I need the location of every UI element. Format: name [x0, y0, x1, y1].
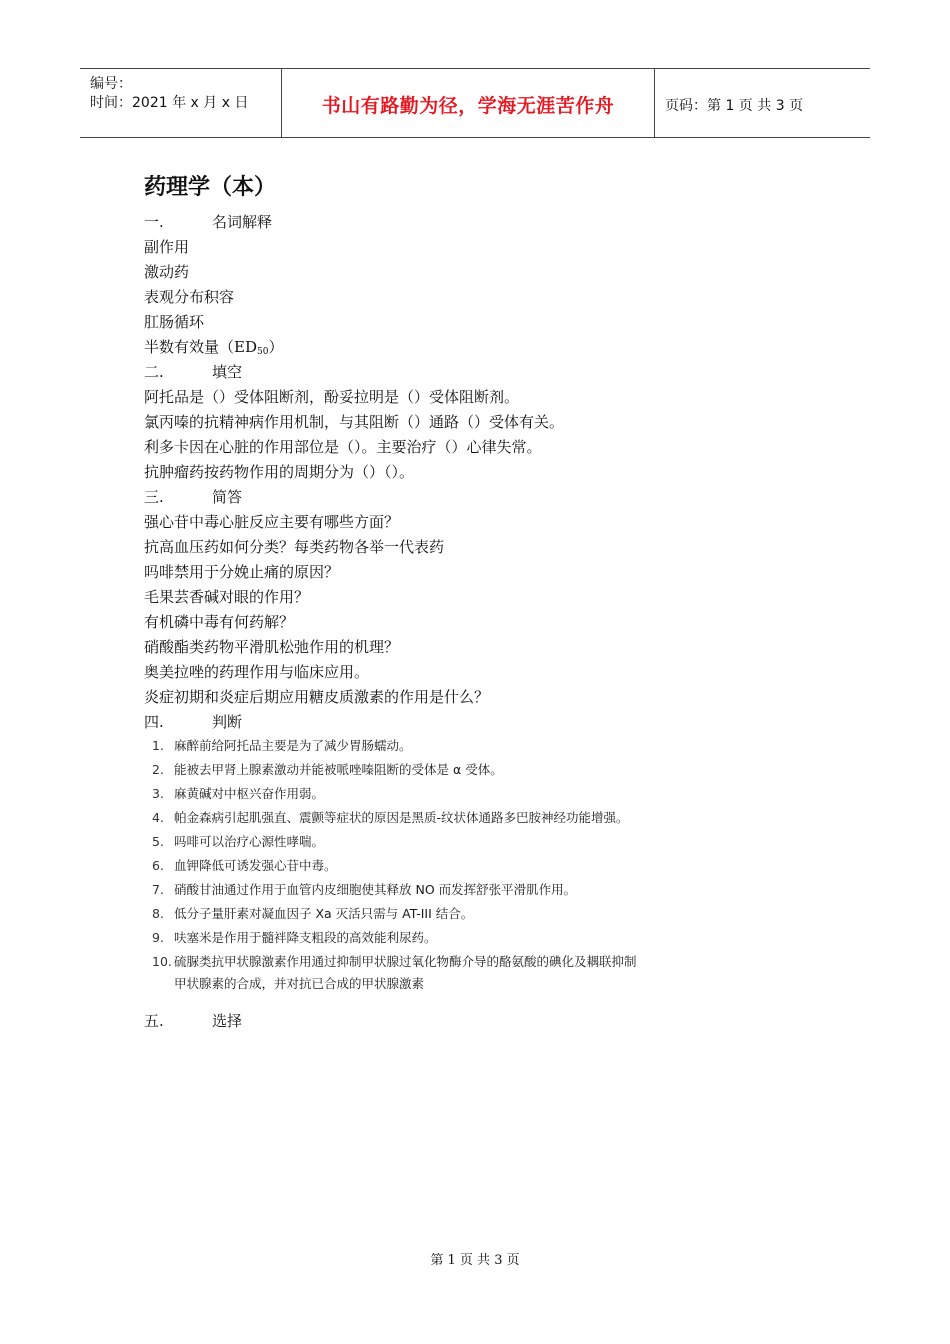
section-title: 判断 [212, 713, 243, 731]
list-item: 激动药 [144, 263, 190, 281]
header-motto-cell [282, 69, 655, 137]
section-title: 名词解释 [212, 213, 273, 231]
judgment-item: 9. 呋塞米是作用于髓袢降支粗段的高效能利尿药。 [152, 930, 437, 945]
doc-number-label: 编号： [90, 76, 132, 92]
section-number: 三. [144, 488, 164, 506]
judgment-item: 10. 硫脲类抗甲状腺激素作用通过抑制甲状腺过氧化物酶介导的酪氨酸的碘化及耦联抑制 [152, 954, 637, 969]
judgment-item: 5. 吗啡可以治疗心源性哮喘。 [152, 834, 325, 849]
section-heading [144, 486, 242, 507]
list-item: 强心苷中毒心脏反应主要有哪些方面？ [144, 513, 400, 531]
list-item [144, 336, 283, 357]
header-page-cell [655, 69, 870, 137]
ed-subscript: 50 [256, 347, 269, 357]
list-item: 有机磷中毒有何药解？ [144, 613, 295, 631]
header-meta-cell [80, 69, 282, 137]
header-page-label: 页码：第 1 页 共 3 页 [665, 98, 804, 114]
list-item: 利多卡因在心脏的作用部位是（）。主要治疗（）心律失常。 [144, 438, 542, 456]
section-number: 二. [144, 363, 164, 381]
list-item: 硝酸酯类药物平滑肌松弛作用的机理？ [144, 638, 400, 656]
judgment-item-continuation: 甲状腺素的合成，并对抗已合成的甲状腺激素 [174, 976, 425, 991]
list-item: 抗肿瘤药按药物作用的周期分为（）（）。 [144, 463, 415, 481]
section-heading [144, 711, 242, 732]
list-item: 奥美拉唑的药理作用与临床应用。 [144, 663, 370, 681]
section-number: 五. [144, 1012, 164, 1030]
list-item: 氯丙嗪的抗精神病作用机制，与其阻断（）通路（）受体有关。 [144, 413, 565, 431]
page-header [80, 68, 870, 138]
section-title: 选择 [212, 1012, 243, 1030]
list-item: 阿托品是（）受体阻断剂，酚妥拉明是（）受体阻断剂。 [144, 388, 520, 406]
doc-title: 药理学（本） [144, 175, 277, 200]
section-number: 一. [144, 213, 164, 231]
section-title: 简答 [212, 488, 243, 506]
ed-suffix: ） [268, 338, 284, 356]
judgment-item: 3. 麻黄碱对中枢兴奋作用弱。 [152, 786, 325, 801]
section-heading [144, 211, 272, 232]
judgment-item: 1. 麻醉前给阿托品主要是为了减少胃肠蠕动。 [152, 738, 412, 753]
judgment-item: 2. 能被去甲肾上腺素激动并能被哌唑嗪阻断的受体是 α 受体。 [152, 762, 503, 777]
ed-prefix: 半数有效量（ED [144, 338, 257, 356]
list-item: 副作用 [144, 238, 190, 256]
list-item: 肛肠循环 [144, 313, 205, 331]
list-item: 吗啡禁用于分娩止痛的原因？ [144, 563, 340, 581]
section-heading [144, 1010, 242, 1031]
judgment-item: 8. 低分子量肝素对凝血因子 Xa 灭活只需与 AT-III 结合。 [152, 906, 474, 921]
page-footer: 第 1 页 共 3 页 [430, 1253, 520, 1268]
list-item: 炎症初期和炎症后期应用糖皮质激素的作用是什么？ [144, 688, 490, 706]
list-item: 表观分布积容 [144, 288, 235, 306]
judgment-item: 4. 帕金森病引起肌强直、震颤等症状的原因是黑质-纹状体通路多巴胺神经功能增强。 [152, 810, 629, 825]
list-item: 毛果芸香碱对眼的作用？ [144, 588, 310, 606]
doc-date-label: 时间：2021 年 x 月 x 日 [90, 95, 249, 111]
list-item: 抗高血压药如何分类？每类药物各举一代表药 [144, 538, 445, 556]
judgment-item: 7. 硝酸甘油通过作用于血管内皮细胞使其释放 NO 而发挥舒张平滑肌作用。 [152, 882, 577, 897]
section-title: 填空 [212, 363, 243, 381]
header-motto: 书山有路勤为径，学海无涯苦作舟 [321, 95, 615, 117]
judgment-item: 6. 血钾降低可诱发强心苷中毒。 [152, 858, 337, 873]
section-heading [144, 361, 242, 382]
section-number: 四. [144, 713, 164, 731]
